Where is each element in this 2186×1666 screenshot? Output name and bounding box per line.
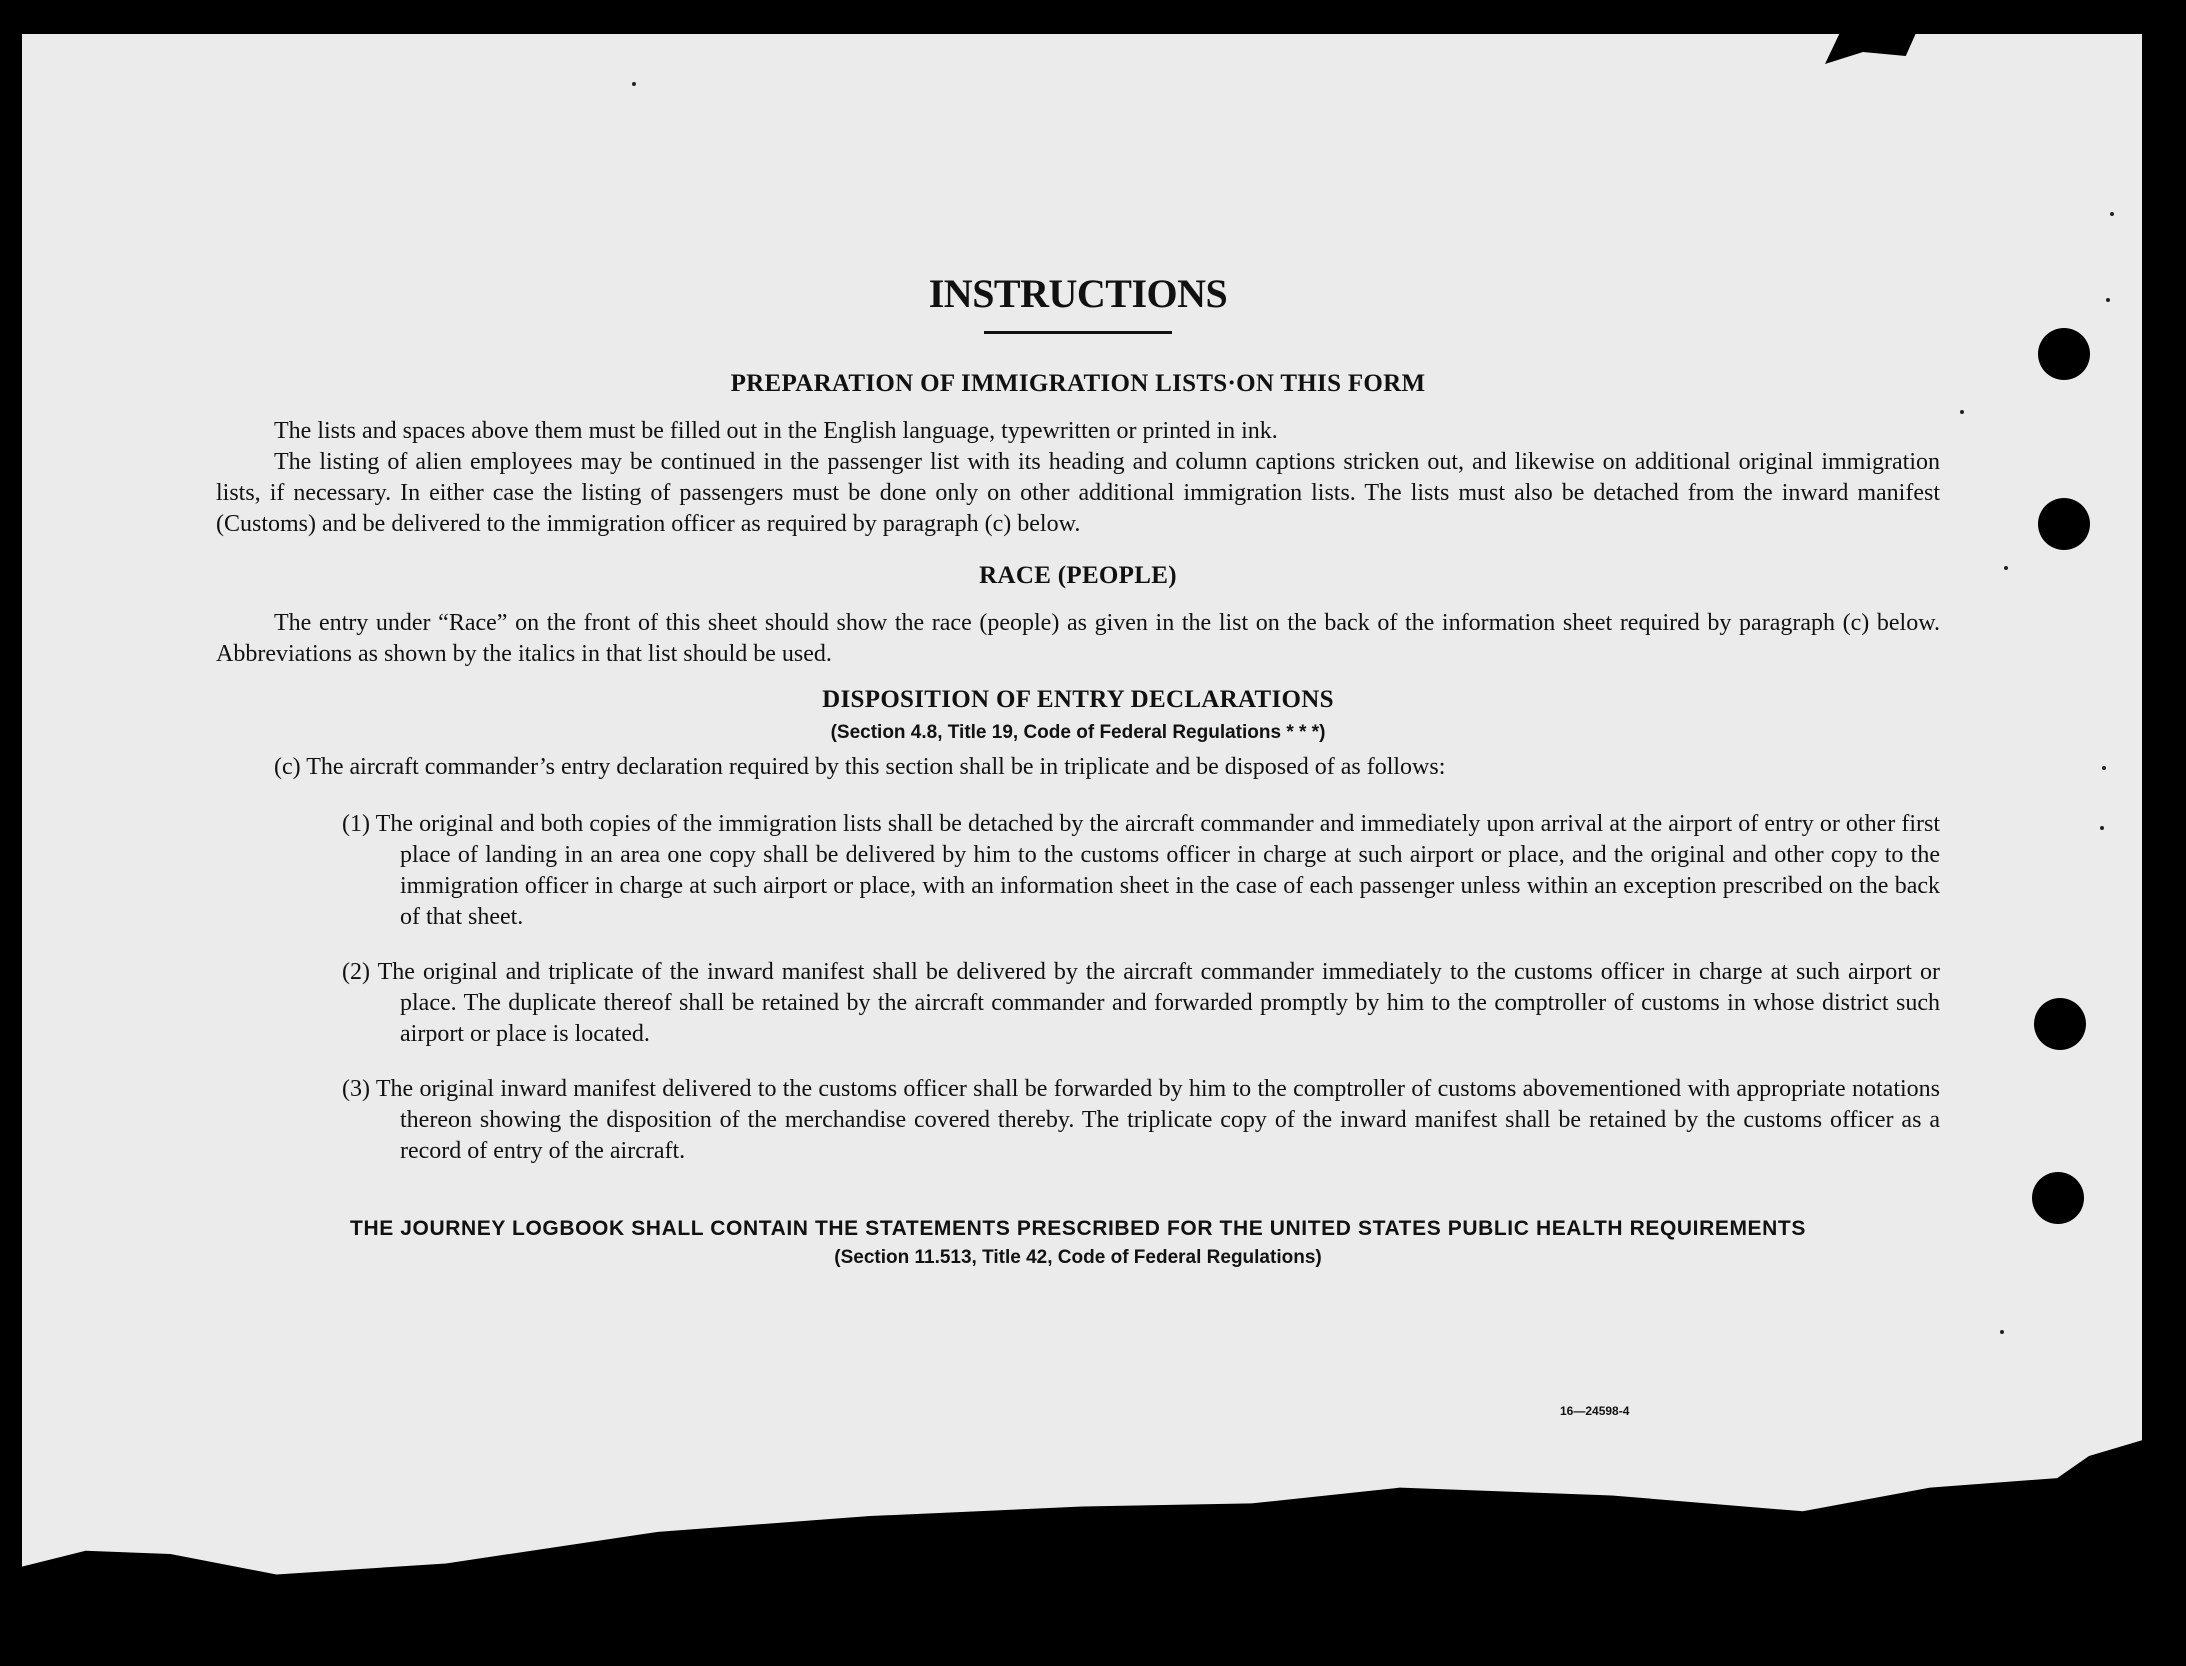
scan-speck [2004, 566, 2008, 570]
public-health-citation: (Section 11.513, Title 42, Code of Federal Regulations) [834, 1247, 1322, 1268]
paragraph-language: The lists and spaces above them must be filled out in the English language, typewritten or printed in ink. [274, 418, 1278, 444]
scan-speck [1960, 410, 1964, 414]
scan-speck [2106, 298, 2110, 302]
paragraph-race: The entry under “Race” on the front of this sheet should show the race (people) as given in the list on the back of the information sheet required by paragraph (c) below. Abbreviations as shown by the italics in that list should be used. [216, 610, 1940, 667]
scan-speck [2100, 826, 2104, 830]
page-title: INSTRUCTIONS [928, 271, 1228, 316]
punch-hole [2038, 498, 2090, 550]
title-underline [984, 331, 1172, 334]
scan-speck [632, 82, 636, 86]
form-number: 16—24598-4 [1560, 1404, 1630, 1418]
instructions-content [216, 270, 1940, 1269]
scan-speck [2000, 1330, 2004, 1334]
regulation-citation: (Section 4.8, Title 19, Code of Federal Regulations * * *) [830, 722, 1326, 743]
list-item-3: (3) The original inward manifest delivered to the customs officer shall be forwarded by him to the comptroller of customs abovementioned with appropriate notations thereon showing the disposition of the merchandise covered thereby. The triplicate copy of the inward manifest shall be retained by the customs officer as a record of entry of the aircraft. [342, 1076, 1940, 1164]
list-item-1: (1) The original and both copies of the immigration lists shall be detached by the aircraft commander and immediately upon arrival at the airport of entry or other first place of landing in an area one copy shall be delivered by him to the customs officer in charge at such airport or place, and the original and other copy to the immigration officer in charge at such airport or place, with an information sheet in the case of each passenger unless within an exception prescribed on the back of that sheet. [342, 811, 1940, 930]
punch-hole [2034, 998, 2086, 1050]
section-heading-race: RACE (PEOPLE) [979, 562, 1177, 589]
section-heading-preparation: PREPARATION OF IMMIGRATION LISTS·ON THIS FORM [730, 370, 1426, 397]
public-health-statement: THE JOURNEY LOGBOOK SHALL CONTAIN THE STATEMENTS PRESCRIBED FOR THE UNITED STATES PUBLIC HEALTH REQUIREMENTS [350, 1217, 1806, 1240]
list-item-2: (2) The original and triplicate of the inward manifest shall be delivered by the aircraft commander immediately to the customs officer in charge at such airport or place. The duplicate thereof shall be retained by the aircraft commander and forwarded promptly by him to the comptroller of customs in whose district such airport or place is located. [342, 959, 1940, 1047]
scan-speck [2102, 766, 2106, 770]
section-heading-disposition: DISPOSITION OF ENTRY DECLARATIONS [822, 686, 1334, 713]
paragraph-alien-employees: The listing of alien employees may be continued in the passenger list with its heading and column captions stricken out, and likewise on additional original immigration lists, if necessary. In either case the listing of passengers must be done only on other additional immigration lists. The lists must also be detached from the inward manifest (Customs) and be delivered to the immigration officer as required by paragraph (c) below. [216, 449, 1940, 537]
punch-hole [2032, 1172, 2084, 1224]
paragraph-c: (c) The aircraft commander’s entry declaration required by this section shall be in triplicate and be disposed of as follows: [274, 754, 1446, 780]
punch-hole [2038, 328, 2090, 380]
scan-speck [2110, 212, 2114, 216]
